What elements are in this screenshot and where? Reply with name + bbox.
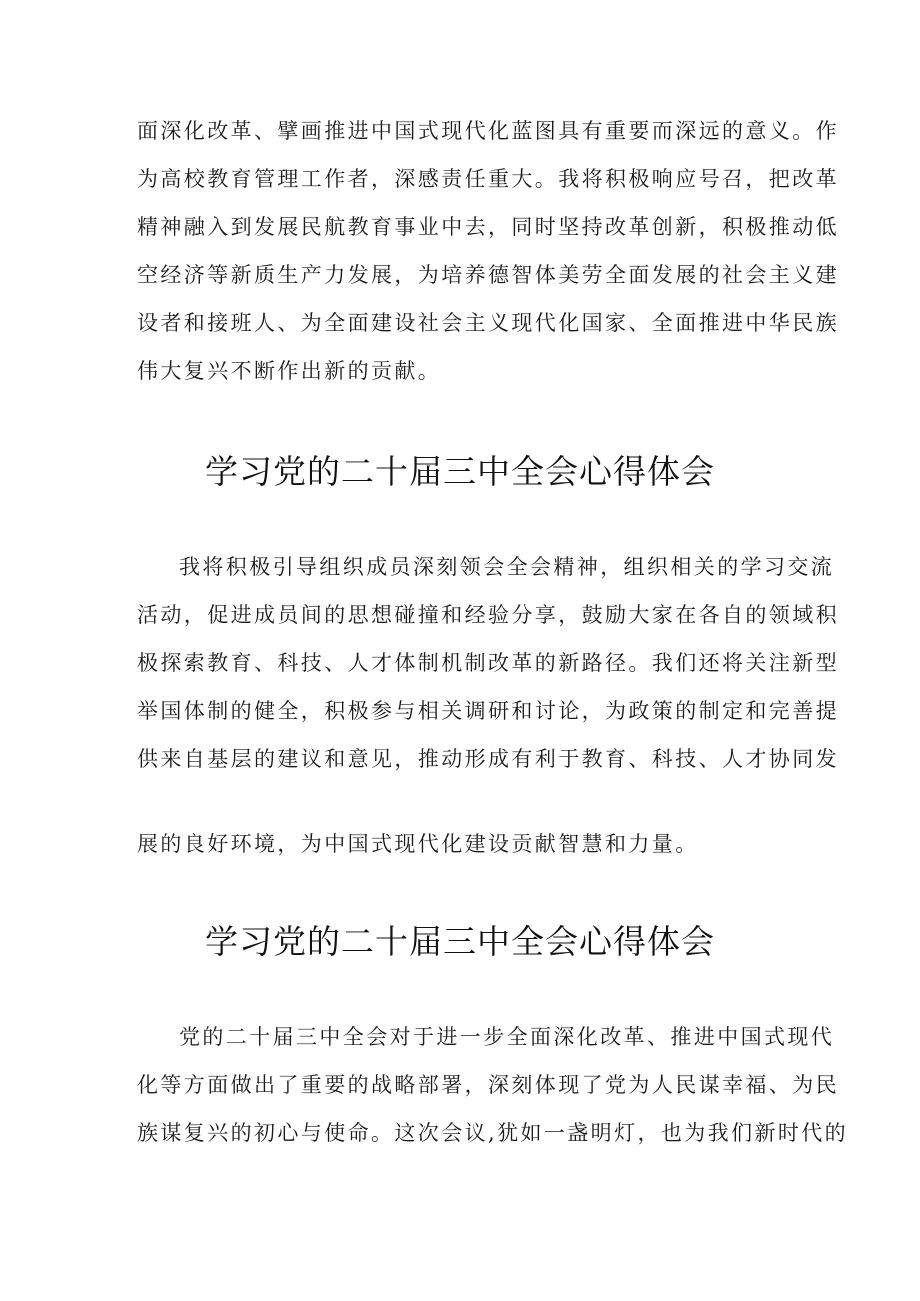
text-line: 为高校教育管理工作者，深感责任重大。我将积极响应号召，把改革 <box>137 167 839 191</box>
text-line: 族谋复兴的初心与使命。这次会议,犹如一盏明灯，也为我们新时代的 <box>137 1121 849 1145</box>
text-line: 活动，促进成员间的思想碰撞和经验分享，鼓励大家在各自的领域积 <box>137 603 839 627</box>
text-line: 精神融入到发展民航教育事业中去，同时坚持改革创新，积极推动低 <box>137 215 839 239</box>
text-line: 展的良好环境，为中国式现代化建设贡献智慧和力量。 <box>137 832 699 856</box>
section-heading: 学习党的二十届三中全会心得体会 <box>205 922 715 961</box>
text-line: 面深化改革、擘画推进中国式现代化蓝图具有重要而深远的意义。作 <box>137 119 839 143</box>
text-line: 举国体制的健全，积极参与相关调研和讨论，为政策的制定和完善提 <box>137 699 839 723</box>
text-line: 设者和接班人、为全面建设社会主义现代化国家、全面推进中华民族 <box>137 311 839 335</box>
text-line: 伟大复兴不断作出新的贡献。 <box>137 359 442 383</box>
text-line: 供来自基层的建议和意见，推动形成有利于教育、科技、人才协同发 <box>137 747 839 771</box>
text-line: 化等方面做出了重要的战略部署，深刻体现了党为人民谋幸福、为民 <box>137 1073 839 1097</box>
text-line: 极探索教育、科技、人才体制机制改革的新路径。我们还将关注新型 <box>137 651 839 675</box>
text-line: 我将积极引导组织成员深刻领会全会精神，组织相关的学习交流 <box>179 555 835 579</box>
text-line: 空经济等新质生产力发展，为培养德智体美劳全面发展的社会主义建 <box>137 263 839 287</box>
text-line: 党的二十届三中全会对于进一步全面深化改革、推进中国式现代 <box>179 1025 835 1049</box>
section-heading: 学习党的二十届三中全会心得体会 <box>205 452 715 491</box>
